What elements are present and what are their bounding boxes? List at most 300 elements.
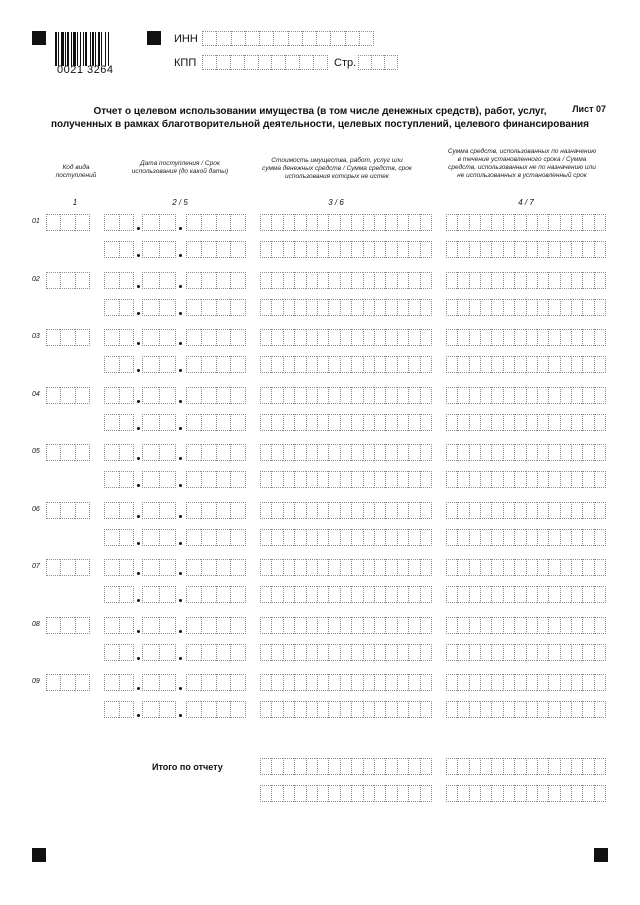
- unexpired-amount-field-cell[interactable]: [328, 356, 339, 373]
- used-amount-field-cell[interactable]: [548, 502, 559, 519]
- income-type-code-field-cell[interactable]: [75, 674, 90, 691]
- unexpired-amount-field-cell[interactable]: [306, 299, 317, 316]
- income-type-code-field-cell[interactable]: [75, 387, 90, 404]
- usage-deadline-field-year-cell[interactable]: [216, 586, 231, 603]
- unexpired-amount-field-cell[interactable]: [408, 586, 419, 603]
- usage-deadline-field-year-cell[interactable]: [186, 701, 201, 718]
- total-value-field-cell[interactable]: [363, 758, 374, 775]
- property-value-field-cell[interactable]: [260, 214, 271, 231]
- usage-deadline-field-year-cell[interactable]: [201, 586, 216, 603]
- unexpired-amount-field-cell[interactable]: [317, 701, 328, 718]
- property-value-field-cell[interactable]: [374, 387, 385, 404]
- unexpired-amount-field-cell[interactable]: [328, 471, 339, 488]
- used-amount-field-cell[interactable]: [446, 444, 457, 461]
- unexpired-amount-field-cell[interactable]: [397, 471, 408, 488]
- misused-amount-field-cell[interactable]: [503, 529, 514, 546]
- property-value-field-cell[interactable]: [408, 272, 419, 289]
- total-used-field-cell[interactable]: [491, 758, 502, 775]
- misused-amount-field-cell[interactable]: [582, 529, 593, 546]
- usage-deadline-field-year[interactable]: [186, 414, 246, 431]
- misused-amount-field-cell[interactable]: [582, 644, 593, 661]
- misused-amount-field-cell[interactable]: [560, 701, 571, 718]
- kpp-char-cell[interactable]: [271, 55, 285, 70]
- unexpired-amount-field-cell[interactable]: [317, 241, 328, 258]
- used-amount-field-cell[interactable]: [480, 674, 491, 691]
- total-value-field-cell[interactable]: [340, 758, 351, 775]
- unexpired-amount-field-cell[interactable]: [408, 299, 419, 316]
- unexpired-amount-field-cell[interactable]: [283, 414, 294, 431]
- total-unexpired-field-cell[interactable]: [271, 785, 282, 802]
- receipt-date-field-year-cell[interactable]: [216, 674, 231, 691]
- unexpired-amount-field-cell[interactable]: [420, 701, 432, 718]
- unexpired-amount-field-cell[interactable]: [351, 586, 362, 603]
- misused-amount-field-cell[interactable]: [514, 414, 525, 431]
- unexpired-amount-field-cell[interactable]: [363, 414, 374, 431]
- property-value-field-cell[interactable]: [397, 502, 408, 519]
- misused-amount-field-cell[interactable]: [480, 586, 491, 603]
- income-type-code-field[interactable]: [46, 272, 90, 289]
- unexpired-amount-field-cell[interactable]: [363, 701, 374, 718]
- income-type-code-field[interactable]: [46, 387, 90, 404]
- misused-amount-field-cell[interactable]: [548, 644, 559, 661]
- unexpired-amount-field-cell[interactable]: [374, 701, 385, 718]
- income-type-code-field-cell[interactable]: [46, 674, 60, 691]
- usage-deadline-field-year-cell[interactable]: [201, 356, 216, 373]
- property-value-field-cell[interactable]: [317, 502, 328, 519]
- total-unexpired-field-cell[interactable]: [351, 785, 362, 802]
- usage-deadline-field-day[interactable]: [104, 586, 134, 603]
- used-amount-field-cell[interactable]: [537, 329, 548, 346]
- unexpired-amount-field-cell[interactable]: [294, 586, 305, 603]
- misused-amount-field-cell[interactable]: [446, 241, 457, 258]
- unexpired-amount-field-cell[interactable]: [283, 471, 294, 488]
- used-amount-field-cell[interactable]: [503, 272, 514, 289]
- used-amount-field-cell[interactable]: [594, 329, 606, 346]
- used-amount-field-cell[interactable]: [469, 444, 480, 461]
- used-amount-field-cell[interactable]: [457, 329, 468, 346]
- income-type-code-field-cell[interactable]: [46, 214, 60, 231]
- usage-deadline-field-month[interactable]: [142, 299, 176, 316]
- usage-deadline-field-year[interactable]: [186, 356, 246, 373]
- receipt-date-field-day-cell[interactable]: [104, 272, 119, 289]
- used-amount-field-cell[interactable]: [582, 617, 593, 634]
- unexpired-amount-field-cell[interactable]: [294, 414, 305, 431]
- usage-deadline-field-day[interactable]: [104, 241, 134, 258]
- property-value-field-cell[interactable]: [260, 617, 271, 634]
- used-amount-field-cell[interactable]: [503, 329, 514, 346]
- misused-amount-field-cell[interactable]: [537, 644, 548, 661]
- used-amount-field-cell[interactable]: [571, 559, 582, 576]
- misused-amount-field-cell[interactable]: [469, 471, 480, 488]
- income-type-code-field-cell[interactable]: [60, 387, 74, 404]
- unexpired-amount-field-cell[interactable]: [340, 414, 351, 431]
- used-amount-field[interactable]: [446, 214, 606, 231]
- misused-amount-field-cell[interactable]: [480, 644, 491, 661]
- misused-amount-field-cell[interactable]: [491, 241, 502, 258]
- property-value-field-cell[interactable]: [385, 272, 396, 289]
- total-misused-field-cell[interactable]: [457, 785, 468, 802]
- misused-amount-field-cell[interactable]: [446, 299, 457, 316]
- receipt-date-field-month-cell[interactable]: [142, 444, 159, 461]
- income-type-code-field-cell[interactable]: [60, 272, 74, 289]
- used-amount-field-cell[interactable]: [503, 387, 514, 404]
- used-amount-field-cell[interactable]: [446, 272, 457, 289]
- receipt-date-field-day[interactable]: [104, 387, 134, 404]
- unexpired-amount-field-cell[interactable]: [374, 356, 385, 373]
- unexpired-amount-field-cell[interactable]: [385, 299, 396, 316]
- total-misused-field-cell[interactable]: [480, 785, 491, 802]
- property-value-field-cell[interactable]: [374, 444, 385, 461]
- receipt-date-field-month[interactable]: [142, 272, 176, 289]
- used-amount-field-cell[interactable]: [457, 502, 468, 519]
- unexpired-amount-field-cell[interactable]: [351, 299, 362, 316]
- misused-amount-field-cell[interactable]: [537, 356, 548, 373]
- misused-amount-field-cell[interactable]: [526, 471, 537, 488]
- receipt-date-field-month[interactable]: [142, 214, 176, 231]
- used-amount-field[interactable]: [446, 674, 606, 691]
- receipt-date-field-day-cell[interactable]: [119, 214, 135, 231]
- total-value-field-cell[interactable]: [283, 758, 294, 775]
- property-value-field-cell[interactable]: [351, 502, 362, 519]
- unexpired-amount-field-cell[interactable]: [363, 529, 374, 546]
- property-value-field-cell[interactable]: [271, 214, 282, 231]
- property-value-field-cell[interactable]: [351, 674, 362, 691]
- total-used-field-cell[interactable]: [514, 758, 525, 775]
- inn-char-cell[interactable]: [330, 31, 344, 46]
- usage-deadline-field-day-cell[interactable]: [104, 299, 119, 316]
- misused-amount-field-cell[interactable]: [537, 471, 548, 488]
- unexpired-amount-field-cell[interactable]: [271, 586, 282, 603]
- usage-deadline-field-day-cell[interactable]: [119, 586, 135, 603]
- unexpired-amount-field-cell[interactable]: [351, 414, 362, 431]
- unexpired-amount-field-cell[interactable]: [351, 701, 362, 718]
- usage-deadline-field-year-cell[interactable]: [201, 471, 216, 488]
- used-amount-field-cell[interactable]: [548, 329, 559, 346]
- receipt-date-field-year-cell[interactable]: [186, 387, 201, 404]
- usage-deadline-field-month-cell[interactable]: [159, 701, 177, 718]
- usage-deadline-field-day[interactable]: [104, 356, 134, 373]
- usage-deadline-field-year-cell[interactable]: [186, 299, 201, 316]
- property-value-field[interactable]: [260, 387, 432, 404]
- total-misused-field-cell[interactable]: [469, 785, 480, 802]
- total-used-field-cell[interactable]: [582, 758, 593, 775]
- usage-deadline-field-year-cell[interactable]: [186, 414, 201, 431]
- property-value-field-cell[interactable]: [351, 559, 362, 576]
- misused-amount-field-cell[interactable]: [594, 356, 606, 373]
- property-value-field-cell[interactable]: [260, 502, 271, 519]
- receipt-date-field-year-cell[interactable]: [201, 214, 216, 231]
- kpp-char-cell[interactable]: [285, 55, 299, 70]
- total-unexpired-field[interactable]: [260, 785, 432, 802]
- total-value-field-cell[interactable]: [328, 758, 339, 775]
- total-value-field-cell[interactable]: [351, 758, 362, 775]
- usage-deadline-field-day-cell[interactable]: [119, 299, 135, 316]
- usage-deadline-field-year-cell[interactable]: [216, 414, 231, 431]
- usage-deadline-field-month-cell[interactable]: [142, 586, 159, 603]
- used-amount-field-cell[interactable]: [526, 559, 537, 576]
- inn-char-cell[interactable]: [316, 31, 330, 46]
- unexpired-amount-field-cell[interactable]: [317, 471, 328, 488]
- used-amount-field-cell[interactable]: [526, 617, 537, 634]
- usage-deadline-field-day-cell[interactable]: [104, 701, 119, 718]
- property-value-field-cell[interactable]: [294, 617, 305, 634]
- total-misused-field-cell[interactable]: [526, 785, 537, 802]
- property-value-field-cell[interactable]: [408, 617, 419, 634]
- property-value-field-cell[interactable]: [271, 617, 282, 634]
- unexpired-amount-field-cell[interactable]: [363, 586, 374, 603]
- unexpired-amount-field-cell[interactable]: [294, 644, 305, 661]
- receipt-date-field-year-cell[interactable]: [186, 444, 201, 461]
- unexpired-amount-field-cell[interactable]: [397, 299, 408, 316]
- income-type-code-field[interactable]: [46, 502, 90, 519]
- unexpired-amount-field-cell[interactable]: [317, 356, 328, 373]
- misused-amount-field-cell[interactable]: [582, 701, 593, 718]
- unexpired-amount-field-cell[interactable]: [328, 644, 339, 661]
- used-amount-field-cell[interactable]: [514, 617, 525, 634]
- unexpired-amount-field-cell[interactable]: [294, 241, 305, 258]
- misused-amount-field-cell[interactable]: [571, 701, 582, 718]
- used-amount-field-cell[interactable]: [514, 444, 525, 461]
- receipt-date-field-day-cell[interactable]: [119, 272, 135, 289]
- usage-deadline-field-day-cell[interactable]: [119, 414, 135, 431]
- property-value-field-cell[interactable]: [271, 444, 282, 461]
- usage-deadline-field-month[interactable]: [142, 471, 176, 488]
- usage-deadline-field-day-cell[interactable]: [119, 471, 135, 488]
- total-unexpired-field-cell[interactable]: [328, 785, 339, 802]
- misused-amount-field-cell[interactable]: [503, 644, 514, 661]
- used-amount-field-cell[interactable]: [582, 559, 593, 576]
- total-misused-field-cell[interactable]: [537, 785, 548, 802]
- receipt-date-field-year-cell[interactable]: [216, 617, 231, 634]
- kpp-char-cell[interactable]: [244, 55, 258, 70]
- unexpired-amount-field-cell[interactable]: [397, 414, 408, 431]
- property-value-field-cell[interactable]: [397, 329, 408, 346]
- total-unexpired-field-cell[interactable]: [420, 785, 432, 802]
- unexpired-amount-field-cell[interactable]: [420, 356, 432, 373]
- unexpired-amount-field-cell[interactable]: [317, 644, 328, 661]
- misused-amount-field-cell[interactable]: [571, 529, 582, 546]
- receipt-date-field-month[interactable]: [142, 674, 176, 691]
- property-value-field-cell[interactable]: [397, 617, 408, 634]
- usage-deadline-field-year-cell[interactable]: [186, 241, 201, 258]
- misused-amount-field-cell[interactable]: [537, 414, 548, 431]
- misused-amount-field-cell[interactable]: [514, 356, 525, 373]
- usage-deadline-field-month[interactable]: [142, 241, 176, 258]
- property-value-field-cell[interactable]: [283, 674, 294, 691]
- receipt-date-field-year-cell[interactable]: [216, 387, 231, 404]
- property-value-field-cell[interactable]: [351, 329, 362, 346]
- used-amount-field-cell[interactable]: [491, 674, 502, 691]
- receipt-date-field-month-cell[interactable]: [159, 214, 177, 231]
- receipt-date-field-day-cell[interactable]: [119, 674, 135, 691]
- usage-deadline-field-day-cell[interactable]: [104, 586, 119, 603]
- income-type-code-field-cell[interactable]: [60, 329, 74, 346]
- usage-deadline-field-month-cell[interactable]: [142, 701, 159, 718]
- property-value-field-cell[interactable]: [420, 329, 432, 346]
- unexpired-amount-field-cell[interactable]: [260, 701, 271, 718]
- property-value-field-cell[interactable]: [317, 272, 328, 289]
- total-unexpired-field-cell[interactable]: [260, 785, 271, 802]
- used-amount-field[interactable]: [446, 444, 606, 461]
- misused-amount-field-cell[interactable]: [594, 414, 606, 431]
- property-value-field-cell[interactable]: [271, 674, 282, 691]
- unexpired-amount-field-cell[interactable]: [363, 356, 374, 373]
- property-value-field-cell[interactable]: [283, 329, 294, 346]
- total-used-field-cell[interactable]: [446, 758, 457, 775]
- income-type-code-field-cell[interactable]: [46, 272, 60, 289]
- receipt-date-field-month-cell[interactable]: [142, 329, 159, 346]
- used-amount-field-cell[interactable]: [571, 214, 582, 231]
- unexpired-amount-field-cell[interactable]: [363, 241, 374, 258]
- used-amount-field-cell[interactable]: [537, 387, 548, 404]
- property-value-field-cell[interactable]: [397, 387, 408, 404]
- misused-amount-field-cell[interactable]: [514, 644, 525, 661]
- misused-amount-field-cell[interactable]: [457, 586, 468, 603]
- usage-deadline-field-month[interactable]: [142, 529, 176, 546]
- misused-amount-field[interactable]: [446, 644, 606, 661]
- used-amount-field-cell[interactable]: [594, 444, 606, 461]
- property-value-field-cell[interactable]: [385, 387, 396, 404]
- usage-deadline-field-year-cell[interactable]: [186, 529, 201, 546]
- property-value-field-cell[interactable]: [260, 272, 271, 289]
- property-value-field-cell[interactable]: [271, 387, 282, 404]
- property-value-field-cell[interactable]: [374, 617, 385, 634]
- used-amount-field-cell[interactable]: [526, 329, 537, 346]
- unexpired-amount-field[interactable]: [260, 241, 432, 258]
- property-value-field-cell[interactable]: [294, 272, 305, 289]
- unexpired-amount-field-cell[interactable]: [317, 529, 328, 546]
- used-amount-field-cell[interactable]: [514, 329, 525, 346]
- receipt-date-field-year-cell[interactable]: [230, 329, 246, 346]
- unexpired-amount-field-cell[interactable]: [340, 644, 351, 661]
- used-amount-field-cell[interactable]: [491, 329, 502, 346]
- total-value-field-cell[interactable]: [271, 758, 282, 775]
- usage-deadline-field-year-cell[interactable]: [201, 299, 216, 316]
- used-amount-field-cell[interactable]: [571, 617, 582, 634]
- total-used-field-cell[interactable]: [560, 758, 571, 775]
- receipt-date-field-month-cell[interactable]: [159, 502, 177, 519]
- unexpired-amount-field-cell[interactable]: [260, 471, 271, 488]
- used-amount-field-cell[interactable]: [514, 674, 525, 691]
- property-value-field[interactable]: [260, 502, 432, 519]
- used-amount-field-cell[interactable]: [571, 387, 582, 404]
- usage-deadline-field-month-cell[interactable]: [159, 644, 177, 661]
- misused-amount-field-cell[interactable]: [594, 471, 606, 488]
- misused-amount-field-cell[interactable]: [548, 471, 559, 488]
- usage-deadline-field-year-cell[interactable]: [230, 644, 246, 661]
- property-value-field-cell[interactable]: [271, 329, 282, 346]
- usage-deadline-field-month-cell[interactable]: [159, 356, 177, 373]
- receipt-date-field-year[interactable]: [186, 214, 246, 231]
- misused-amount-field-cell[interactable]: [446, 701, 457, 718]
- usage-deadline-field-month-cell[interactable]: [159, 471, 177, 488]
- total-value-field-cell[interactable]: [260, 758, 271, 775]
- usage-deadline-field-year[interactable]: [186, 529, 246, 546]
- usage-deadline-field-year[interactable]: [186, 471, 246, 488]
- receipt-date-field-month[interactable]: [142, 559, 176, 576]
- misused-amount-field-cell[interactable]: [571, 356, 582, 373]
- receipt-date-field-month-cell[interactable]: [142, 214, 159, 231]
- income-type-code-field-cell[interactable]: [75, 559, 90, 576]
- total-value-field-cell[interactable]: [294, 758, 305, 775]
- property-value-field-cell[interactable]: [420, 214, 432, 231]
- unexpired-amount-field-cell[interactable]: [385, 241, 396, 258]
- property-value-field-cell[interactable]: [397, 214, 408, 231]
- misused-amount-field-cell[interactable]: [537, 529, 548, 546]
- total-used-field-cell[interactable]: [548, 758, 559, 775]
- receipt-date-field-year-cell[interactable]: [216, 272, 231, 289]
- total-unexpired-field-cell[interactable]: [306, 785, 317, 802]
- receipt-date-field-day-cell[interactable]: [104, 387, 119, 404]
- unexpired-amount-field-cell[interactable]: [374, 586, 385, 603]
- misused-amount-field-cell[interactable]: [480, 356, 491, 373]
- misused-amount-field-cell[interactable]: [594, 299, 606, 316]
- used-amount-field[interactable]: [446, 329, 606, 346]
- receipt-date-field-year-cell[interactable]: [186, 617, 201, 634]
- unexpired-amount-field-cell[interactable]: [328, 299, 339, 316]
- used-amount-field-cell[interactable]: [480, 502, 491, 519]
- receipt-date-field-year-cell[interactable]: [186, 674, 201, 691]
- property-value-field[interactable]: [260, 329, 432, 346]
- receipt-date-field-year[interactable]: [186, 387, 246, 404]
- receipt-date-field-year[interactable]: [186, 674, 246, 691]
- receipt-date-field-year[interactable]: [186, 329, 246, 346]
- unexpired-amount-field-cell[interactable]: [363, 644, 374, 661]
- property-value-field-cell[interactable]: [363, 329, 374, 346]
- usage-deadline-field-month-cell[interactable]: [159, 586, 177, 603]
- total-value-field-cell[interactable]: [397, 758, 408, 775]
- property-value-field-cell[interactable]: [385, 674, 396, 691]
- property-value-field-cell[interactable]: [294, 559, 305, 576]
- unexpired-amount-field-cell[interactable]: [397, 356, 408, 373]
- income-type-code-field-cell[interactable]: [60, 674, 74, 691]
- total-misused-field-cell[interactable]: [503, 785, 514, 802]
- unexpired-amount-field-cell[interactable]: [271, 529, 282, 546]
- kpp-field[interactable]: [202, 55, 328, 70]
- used-amount-field-cell[interactable]: [503, 214, 514, 231]
- misused-amount-field-cell[interactable]: [514, 471, 525, 488]
- used-amount-field-cell[interactable]: [469, 617, 480, 634]
- misused-amount-field-cell[interactable]: [514, 299, 525, 316]
- property-value-field-cell[interactable]: [408, 502, 419, 519]
- used-amount-field-cell[interactable]: [457, 444, 468, 461]
- income-type-code-field-cell[interactable]: [75, 272, 90, 289]
- usage-deadline-field-day[interactable]: [104, 644, 134, 661]
- usage-deadline-field-month-cell[interactable]: [142, 356, 159, 373]
- usage-deadline-field-month[interactable]: [142, 644, 176, 661]
- misused-amount-field-cell[interactable]: [560, 644, 571, 661]
- usage-deadline-field-year-cell[interactable]: [216, 299, 231, 316]
- receipt-date-field-day-cell[interactable]: [119, 444, 135, 461]
- misused-amount-field-cell[interactable]: [571, 414, 582, 431]
- misused-amount-field-cell[interactable]: [446, 529, 457, 546]
- misused-amount-field-cell[interactable]: [582, 414, 593, 431]
- property-value-field-cell[interactable]: [420, 502, 432, 519]
- used-amount-field-cell[interactable]: [537, 214, 548, 231]
- misused-amount-field-cell[interactable]: [457, 701, 468, 718]
- misused-amount-field-cell[interactable]: [503, 356, 514, 373]
- used-amount-field-cell[interactable]: [446, 502, 457, 519]
- receipt-date-field-month[interactable]: [142, 502, 176, 519]
- misused-amount-field-cell[interactable]: [537, 701, 548, 718]
- inn-char-cell[interactable]: [288, 31, 302, 46]
- inn-char-cell[interactable]: [259, 31, 273, 46]
- misused-amount-field-cell[interactable]: [548, 414, 559, 431]
- misused-amount-field-cell[interactable]: [560, 471, 571, 488]
- unexpired-amount-field-cell[interactable]: [351, 644, 362, 661]
- receipt-date-field-month-cell[interactable]: [159, 444, 177, 461]
- usage-deadline-field-year-cell[interactable]: [201, 241, 216, 258]
